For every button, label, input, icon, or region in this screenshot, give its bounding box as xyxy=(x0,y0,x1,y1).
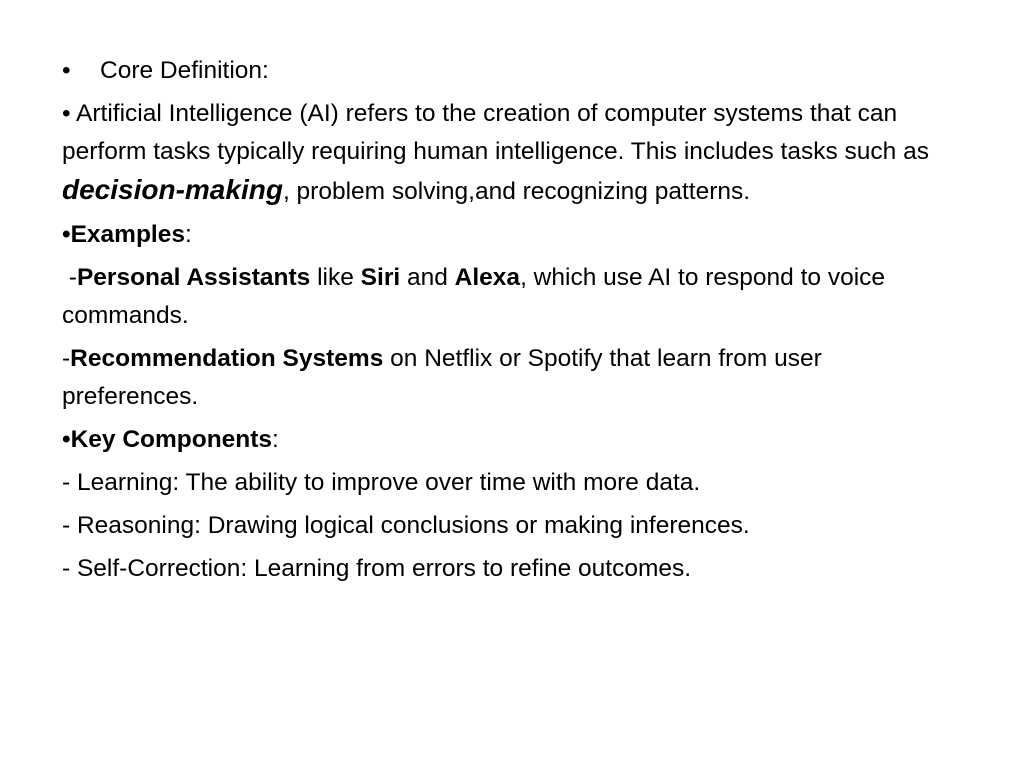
example-text: like xyxy=(310,264,361,291)
component-item: - Self-Correction: Learning from errors to refine outcomes. xyxy=(62,555,692,582)
definition-text-end: , problem solving,and recognizing patterns. xyxy=(282,178,751,205)
example-item xyxy=(62,340,962,416)
example-text: , which use AI to respond to voice commands. xyxy=(62,264,886,329)
component-item: - Reasoning: Drawing logical conclusions or making inferences. xyxy=(62,512,750,539)
definition-text: • Artificial Intelligence (AI) refers to the creation of computer systems that can perform tasks typically requiring human intelligence. This includes tasks such as xyxy=(62,100,929,165)
example-item xyxy=(62,259,962,335)
bullet-icon: • xyxy=(62,426,71,453)
example-text: and xyxy=(400,264,455,291)
example-dash: - xyxy=(62,345,71,372)
slide-body xyxy=(62,52,962,593)
example-term: Personal Assistants xyxy=(76,264,311,291)
definition-emphasis: decision-making xyxy=(62,174,283,205)
example-term: Siri xyxy=(360,264,401,291)
core-definition-heading xyxy=(62,52,962,90)
definition-paragraph xyxy=(62,95,962,211)
key-components-heading xyxy=(62,421,962,459)
component-item: - Learning: The ability to improve over time with more data. xyxy=(62,469,701,496)
bullet-icon: • xyxy=(62,221,71,248)
core-definition-label: Core Definition: xyxy=(100,57,269,84)
example-dash: - xyxy=(62,264,77,291)
key-components-colon: : xyxy=(272,426,279,453)
examples-heading xyxy=(62,216,962,254)
examples-colon: : xyxy=(184,221,192,248)
examples-label: Examples xyxy=(70,221,185,248)
example-term: Recommendation Systems xyxy=(70,345,384,372)
bullet-icon: • xyxy=(62,57,71,84)
key-components-label: Key Components xyxy=(70,426,273,453)
example-text: on Netflix or Spotify that learn from user preferences. xyxy=(62,345,822,410)
example-term: Alexa xyxy=(454,264,521,291)
